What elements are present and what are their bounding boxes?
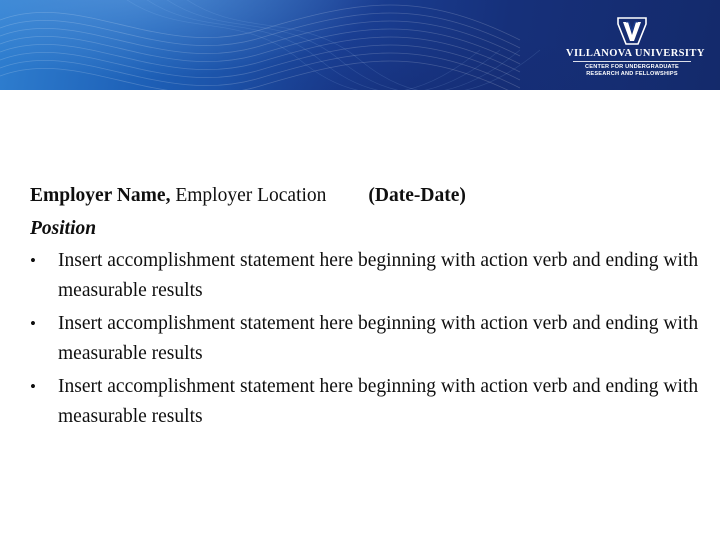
- list-item: [30, 246, 700, 306]
- logo-divider: [573, 61, 691, 62]
- employer-line: [30, 180, 700, 213]
- bullet-icon: •: [30, 314, 36, 333]
- bullet-icon: •: [30, 251, 36, 270]
- center-name-line1: CENTER FOR UNDERGRADUATE: [585, 64, 679, 70]
- experience-entry: [30, 180, 700, 435]
- accomplishment-text: Insert accomplishment statement here beginning with action verb and ending with measurable results: [58, 313, 699, 364]
- bullet-icon: •: [30, 377, 36, 396]
- employment-dates: (Date-Date): [368, 185, 466, 206]
- center-name-line2: RESEARCH AND FELLOWSHIPS: [586, 71, 678, 77]
- employer-name: Employer Name,: [30, 185, 171, 206]
- header-banner: [0, 0, 720, 90]
- list-item: [30, 309, 700, 369]
- university-name: VILLANOVA UNIVERSITY: [566, 48, 705, 59]
- employer-location: Employer Location: [170, 185, 327, 206]
- accomplishment-text: Insert accomplishment statement here beginning with action verb and ending with measurable results: [58, 250, 699, 301]
- accomplishment-text: Insert accomplishment statement here beginning with action verb and ending with measurable results: [58, 376, 699, 427]
- list-item: [30, 372, 700, 432]
- university-logo[interactable]: [566, 16, 705, 82]
- accomplishment-list: [30, 246, 700, 432]
- villanova-v-shield-icon: [616, 16, 648, 46]
- position-title: Position: [30, 218, 97, 239]
